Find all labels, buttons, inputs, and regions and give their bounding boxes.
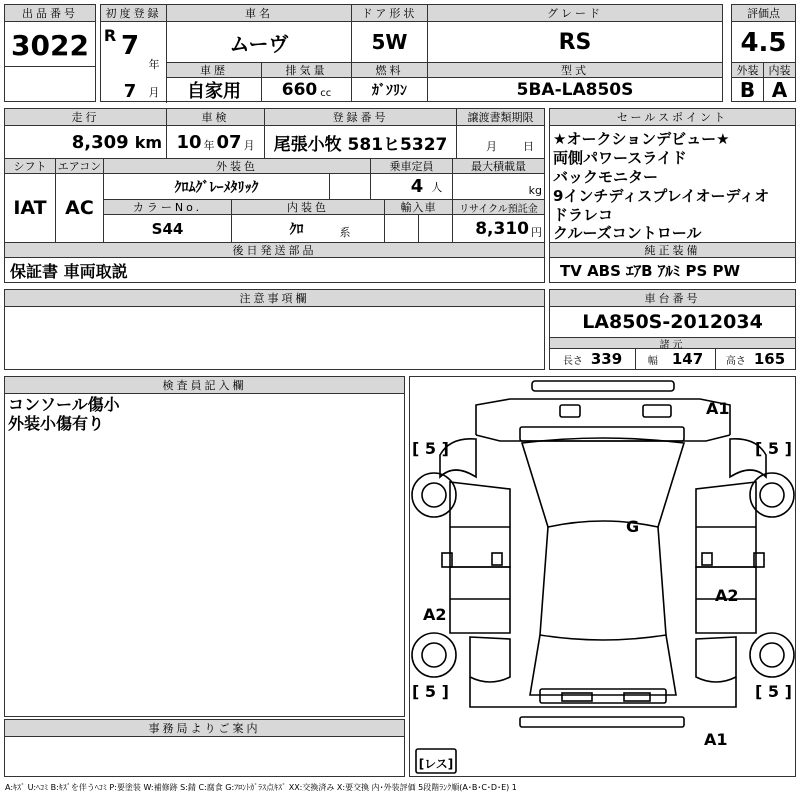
max-load-label: 最大積載量	[453, 158, 544, 174]
caution-label: 注意事項欄	[5, 290, 544, 307]
first-reg-year: 7	[120, 31, 140, 61]
office-block	[4, 719, 405, 777]
inspector-label: 検査員記入欄	[5, 377, 404, 394]
capacity-unit: 人	[431, 180, 443, 194]
import-value	[385, 215, 419, 242]
damage-mark-a1-top: A1	[706, 399, 730, 418]
damage-mark-a2-right: A2	[715, 586, 739, 605]
doors-value: 5W	[352, 22, 428, 62]
tire-rear-left: [ 5 ]	[412, 682, 449, 701]
tire-rear-right: [ 5 ]	[755, 682, 792, 701]
score-value: 4.5	[740, 28, 787, 58]
height-label: 高さ	[725, 355, 746, 367]
shift-value: IAT	[5, 174, 56, 242]
header-block	[100, 4, 723, 102]
max-load-unit: kg	[528, 184, 542, 197]
aircon-value: AC	[56, 174, 104, 242]
fuel-value: ｶﾞｿﾘﾝ	[352, 78, 428, 102]
sales-point-3: バックモニター	[553, 168, 659, 186]
capacity-label: 乗車定員	[371, 158, 453, 174]
height-cell	[716, 349, 795, 369]
inspector-note-2: 外装小傷有り	[8, 414, 105, 433]
inspection-month-unit: 月	[243, 139, 255, 152]
model-type-value: 5BA-LA850S	[516, 80, 634, 100]
max-load-cell	[453, 174, 544, 199]
history-value: 自家用	[167, 78, 262, 102]
inspector-note-1: コンソール傷小	[8, 395, 120, 414]
equipment-value: TV ABS ｴｱB ｱﾙﾐ PS PW	[560, 261, 741, 280]
caution-block	[4, 289, 545, 370]
mileage-value: 8,309	[71, 131, 129, 153]
int-score: A	[771, 78, 788, 102]
displacement-label: 排気量	[262, 62, 352, 78]
chassis-label: 車台番号	[550, 290, 795, 307]
interior-color-value: ｸﾛ	[289, 221, 304, 238]
score-label: 評価点	[732, 5, 795, 22]
mileage-label: 走行	[5, 109, 167, 126]
damage-mark-a2-left: A2	[423, 605, 447, 624]
width-label: 幅	[647, 355, 658, 367]
lot-number: 3022	[11, 28, 89, 62]
tire-front-right: [ 5 ]	[755, 439, 792, 458]
score-cell	[731, 4, 796, 102]
recycle-label: リサイクル預託金	[453, 199, 544, 215]
interior-color-cell	[232, 215, 385, 242]
sales-points-label: セールスポイント	[550, 109, 795, 126]
sales-points-block	[549, 108, 796, 283]
ext-score: B	[732, 78, 764, 102]
width-cell	[636, 349, 716, 369]
grade-value: RS	[558, 29, 592, 55]
exterior-color-extra	[330, 174, 371, 199]
recycle-unit: 円	[531, 225, 542, 239]
lot-label: 出品番号	[5, 5, 95, 22]
sales-point-2: 両側パワースライド	[553, 149, 687, 167]
inspection-year: 10	[176, 131, 202, 153]
equipment-label: 純正装備	[550, 242, 795, 258]
first-reg-year-unit: 年	[148, 58, 160, 71]
transfer-cell	[457, 126, 544, 158]
aircon-label: エアコン	[56, 158, 104, 174]
registration-value: 尾張小牧 581ヒ5327	[265, 126, 457, 158]
import-value-2	[419, 215, 453, 242]
car-name-label: 車名	[167, 5, 352, 22]
sales-point-6: クルーズコントロール	[553, 224, 702, 242]
model-type-label: 型式	[428, 62, 722, 78]
recycle-cell	[453, 215, 544, 242]
color-no-label: カラーNo.	[104, 199, 232, 215]
inspection-cell	[167, 126, 265, 158]
int-label: 内装	[764, 62, 795, 78]
lot-cell	[4, 4, 96, 102]
history-label: 車歴	[167, 62, 262, 78]
first-reg-month: 7	[123, 80, 137, 102]
length-value: 339	[590, 350, 623, 368]
exterior-color-label: 外装色	[104, 158, 371, 174]
transfer-day-unit: 日	[523, 140, 534, 153]
chassis-value: LA850S-2012034	[582, 311, 763, 333]
displacement-unit: cc	[320, 87, 332, 99]
damage-mark-g: G	[626, 517, 640, 536]
length-label: 長さ	[562, 355, 583, 367]
specs-label: 諸元	[550, 337, 795, 349]
later-parts-value: 保証書 車両取説	[10, 261, 128, 281]
displacement-cell	[262, 78, 352, 102]
capacity-cell	[371, 174, 453, 199]
lot-divider	[5, 66, 95, 67]
legend: A:ｷｽﾞ U:ﾍｺﾐ B:ｷｽﾞを伴うﾍｺﾐ P:要塗装 W:補修跡 S:錆 C:腐食 G:ﾌﾛﾝﾄｶﾞﾗｽ点ｷｽﾞ XX:交換済み X:要交換 内･外装評価 5段階ﾗﾝｸ順(A･B･C･D･E) 1	[5, 783, 517, 792]
chassis-block	[549, 289, 796, 370]
spare-tire-label: [レス]	[418, 756, 454, 771]
exterior-color-value: ｸﾛﾑｸﾞﾚｰﾒﾀﾘｯｸ	[104, 174, 330, 199]
inspector-block	[4, 376, 405, 717]
interior-color-suffix: 系	[339, 225, 351, 239]
fuel-label: 燃料	[352, 62, 428, 78]
inspection-label: 車検	[167, 109, 265, 126]
color-no-value: S44	[104, 215, 232, 242]
sales-point-4: 9インチディスプレイオーディオ	[553, 187, 770, 205]
damage-mark-a1-bottom: A1	[704, 730, 728, 749]
first-reg-era: R	[103, 25, 117, 45]
interior-color-label: 内装色	[232, 199, 385, 215]
width-value: 147	[671, 350, 704, 368]
shift-label: シフト	[5, 158, 56, 174]
office-label: 事務局よりご案内	[5, 720, 404, 737]
doors-label: ドア形状	[352, 5, 428, 22]
capacity-value: 4	[410, 176, 424, 197]
first-reg-month-unit: 月	[148, 86, 160, 99]
transfer-label: 譲渡書類期限	[457, 109, 544, 126]
later-parts-label: 後日発送部品	[5, 242, 544, 258]
recycle-value: 8,310	[475, 218, 529, 239]
tire-front-left: [ 5 ]	[412, 439, 449, 458]
first-reg-label: 初度登録	[101, 5, 167, 22]
grade-label: グレード	[428, 5, 722, 22]
transfer-month-unit: 月	[486, 140, 497, 153]
sales-point-1: ★オークションデビュー★	[553, 130, 730, 148]
sales-point-5: ドラレコ	[553, 206, 614, 224]
registration-label: 登録番号	[265, 109, 457, 126]
mileage-unit: km	[134, 132, 162, 152]
car-outline	[410, 377, 797, 778]
length-cell	[550, 349, 636, 369]
car-diagram	[409, 376, 796, 777]
height-value: 165	[753, 350, 786, 368]
inspection-year-unit: 年	[203, 139, 215, 152]
import-label: 輸入車	[385, 199, 453, 215]
inspection-month: 07	[216, 131, 242, 153]
displacement-value: 660	[281, 80, 318, 100]
detail-block	[4, 108, 545, 283]
ext-label: 外装	[732, 62, 764, 78]
mileage-cell	[5, 126, 167, 158]
car-name-value: ムーヴ	[167, 22, 352, 62]
